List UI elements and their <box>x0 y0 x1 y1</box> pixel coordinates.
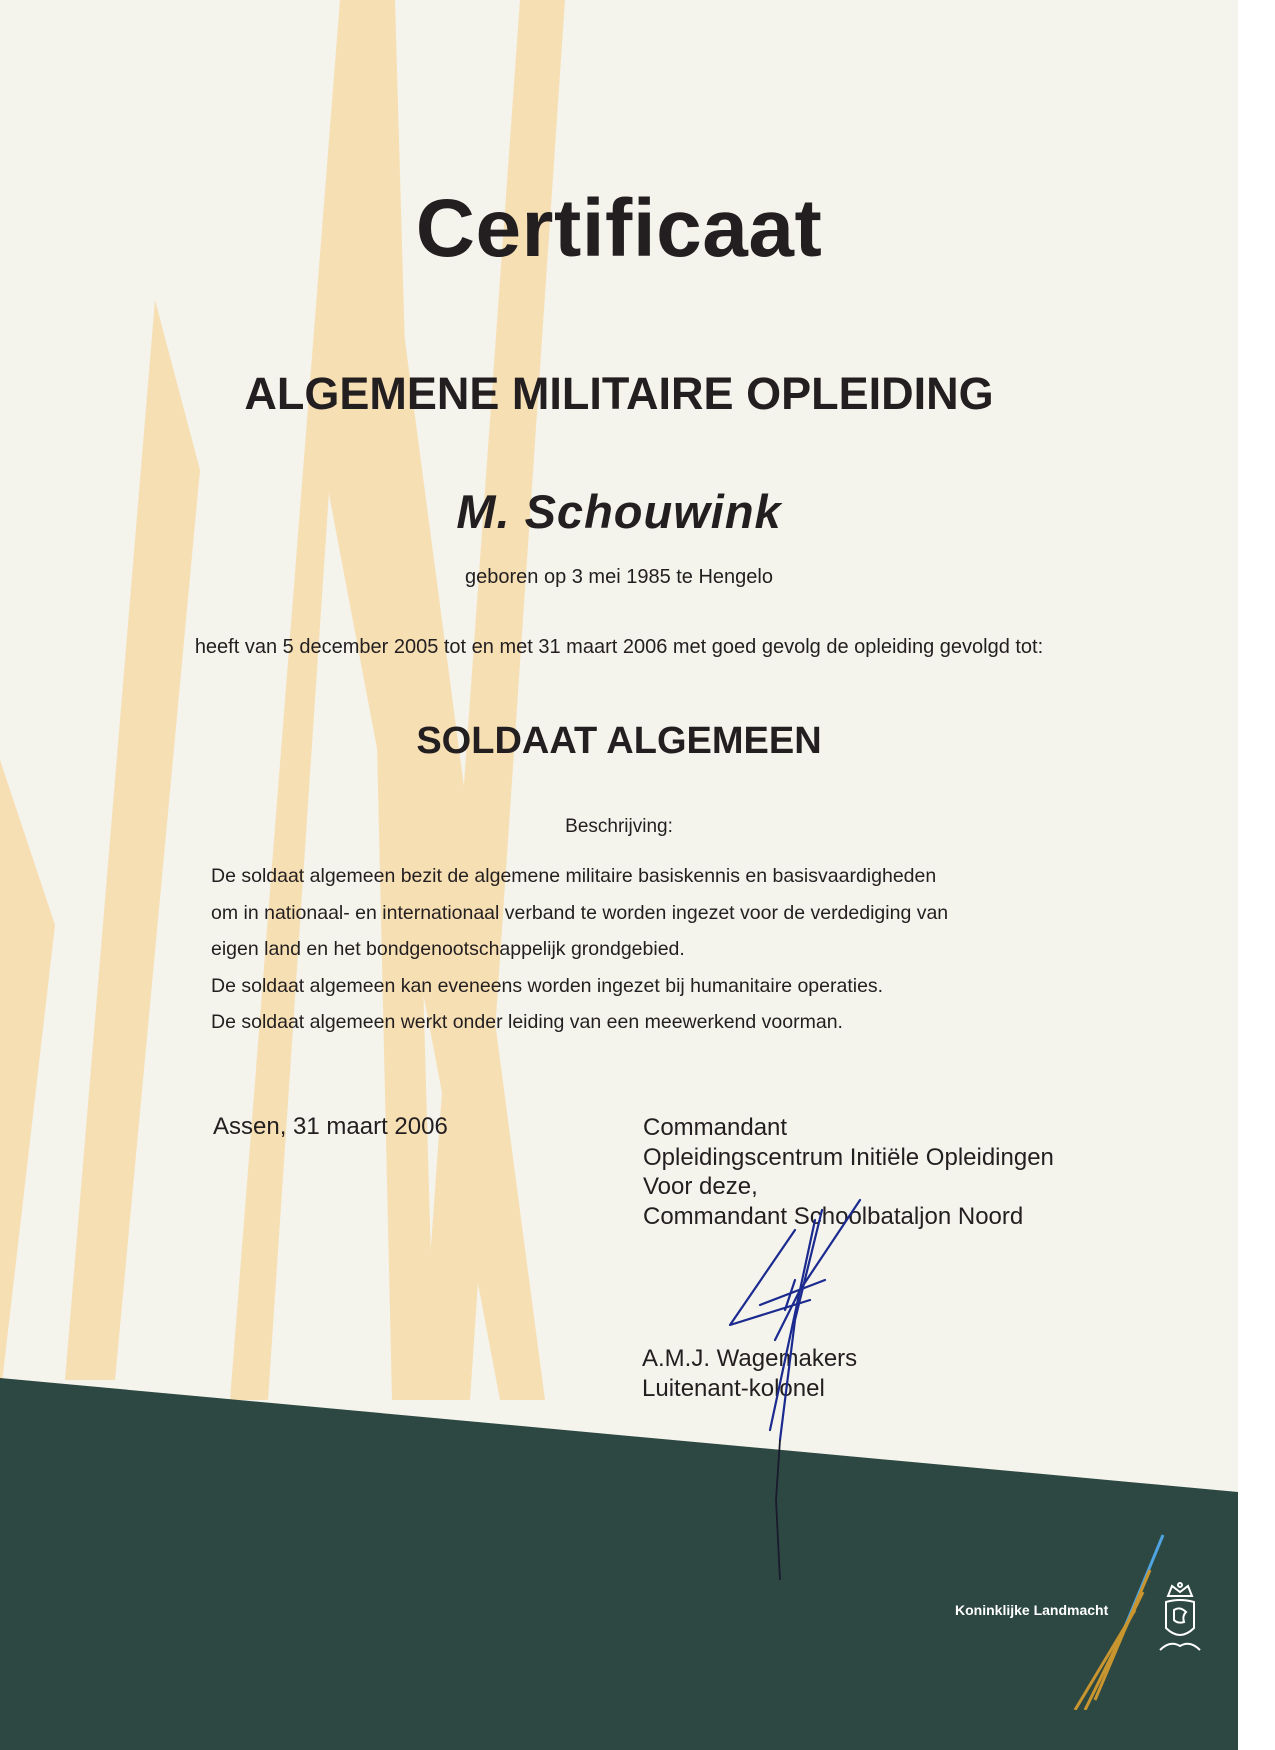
description-line: eigen land en het bondgenootschappelijk grondgebied. <box>211 938 685 960</box>
signatory-line: Opleidingscentrum Initiële Opleidingen <box>643 1143 1054 1171</box>
signer-rank: Luitenant-kolonel <box>642 1374 825 1402</box>
training-period: heeft van 5 december 2005 tot en met 31 maart 2006 met goed gevolg de opleiding gevolgd tot: <box>194 636 1044 658</box>
description-line: om in nationaal- en internationaal verband te worden ingezet voor de verdediging van <box>211 901 949 924</box>
signatory-line: Commandant Schoolbataljon Noord <box>643 1202 1024 1230</box>
description-label: Beschrijving: <box>565 816 673 837</box>
course-title: ALGEMENE MILITAIRE OPLEIDING <box>244 368 994 419</box>
description-line: De soldaat algemeen kan eveneens worden ingezet bij humanitaire operaties. <box>211 974 884 997</box>
place-date: Assen, 31 maart 2006 <box>213 1113 448 1140</box>
qualification-title: SOLDAAT ALGEMEEN <box>416 720 822 762</box>
description <box>211 858 948 1041</box>
handwritten-signature <box>700 1200 900 1580</box>
crown-lion-crest-icon <box>1150 1580 1210 1660</box>
page-edge <box>1238 0 1275 1750</box>
signatory-line: Voor deze, <box>643 1173 758 1200</box>
organization-name: Koninklijke Landmacht <box>955 1602 1109 1618</box>
birth-info: geboren op 3 mei 1985 te Hengelo <box>464 566 773 588</box>
recipient-name: M. Schouwink <box>456 485 782 538</box>
description-line: De soldaat algemeen bezit de algemene militaire basiskennis en basisvaardigheden <box>211 865 937 887</box>
description-line: De soldaat algemeen werkt onder leiding van een meewerkend voorman. <box>211 1011 843 1033</box>
signatory-line: Commandant <box>643 1114 788 1141</box>
certificate-title: Certificaat <box>415 183 823 274</box>
signer-name: A.M.J. Wagemakers <box>642 1345 858 1372</box>
